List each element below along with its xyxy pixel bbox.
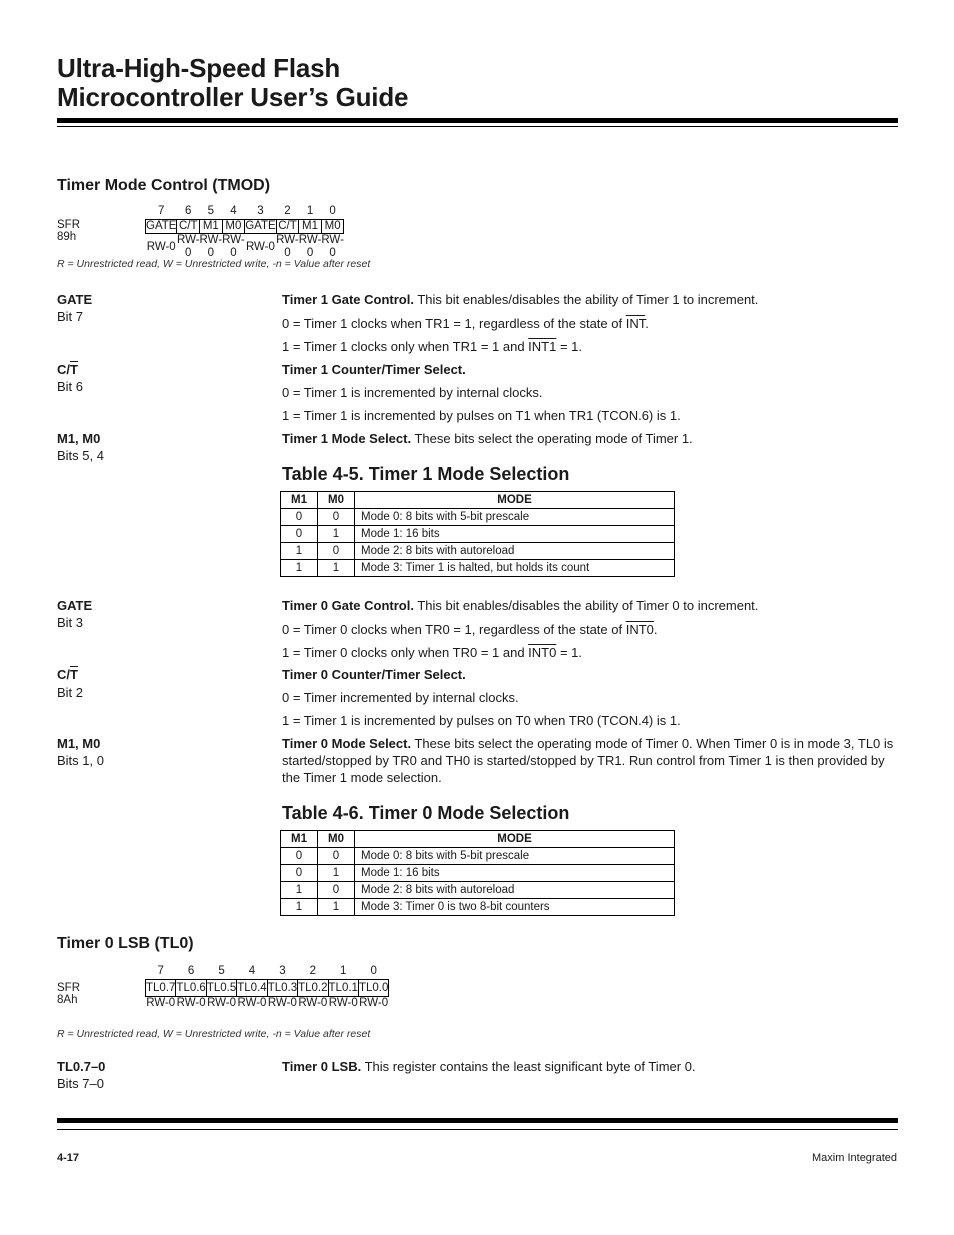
desc-gate0-l1a: 0 = Timer 0 clocks when TR0 = 1, regardless of the state of <box>282 622 626 637</box>
table-cell: Mode 0: 8 bits with 5-bit prescale <box>355 848 675 865</box>
table-cell: 1 <box>281 882 318 899</box>
table-cell: Mode 2: 8 bits with autoreload <box>355 882 675 899</box>
tmod-bit-number: 0 <box>329 205 336 217</box>
desc-gate0-l2b: = 1. <box>556 645 583 660</box>
desc-gate0-line2 <box>282 644 900 661</box>
footer-rule-thick <box>57 1118 898 1123</box>
tl0-bit-reset: RW-0 <box>207 997 237 1009</box>
field-name-ct0 <box>57 667 78 682</box>
title-line-2: Microcontroller User’s Guide <box>57 82 409 112</box>
document-title <box>57 54 408 112</box>
desc-m1-text: These bits select the operating mode of Timer 1. <box>411 431 693 446</box>
tl0-bit-table <box>145 964 389 1010</box>
table-row <box>281 882 675 899</box>
column-header: M1 <box>281 831 318 848</box>
desc-ct1-title <box>282 361 900 378</box>
desc-ct1-line2: 1 = Timer 1 is incremented by pulses on T1 when TR1 (TCON.6) is 1. <box>282 408 681 423</box>
table-cell: 1 <box>318 526 355 543</box>
tl0-bit-name: TL0.5 <box>206 980 236 997</box>
tmod-bit-number: 5 <box>207 205 215 217</box>
desc-m0-title: Timer 0 Mode Select. <box>282 736 412 751</box>
desc-ct0-title-text: Timer 0 Counter/Timer Select. <box>282 667 466 682</box>
field-bit-tl0: Bits 7–0 <box>57 1076 104 1091</box>
tl0-bit-name: TL0.6 <box>176 980 206 997</box>
field-bit-ct1: Bit 6 <box>57 379 84 394</box>
tl0-bit-name: TL0.7 <box>146 980 176 997</box>
tl0-bit-reset: RW-0 <box>237 997 267 1009</box>
tl0-bit-number: 7 <box>157 965 164 977</box>
table-cell: 1 <box>318 865 355 882</box>
desc-gate0-l1b: . <box>653 622 658 637</box>
desc-gate1 <box>282 291 900 308</box>
tl0-bit-reset: RW-0 <box>267 997 297 1009</box>
table-cell: 0 <box>318 848 355 865</box>
tl0-bit-number: 6 <box>187 965 195 977</box>
tmod-bit-name: M0 <box>222 220 245 234</box>
tmod-bit-reset: RW-0 <box>199 234 223 259</box>
table-cell: 0 <box>281 509 318 526</box>
table-cell: Mode 1: 16 bits <box>355 865 675 882</box>
tl0-note: R = Unrestricted read, W = Unrestricted write, -n = Value after reset <box>57 1028 371 1040</box>
desc-m1-title: Timer 1 Mode Select. <box>282 431 412 446</box>
field-bit-ct0: Bit 2 <box>57 685 84 700</box>
desc-gate1-l1b: . <box>645 316 649 331</box>
table-cell: 0 <box>281 865 318 882</box>
tl0-bit-name: TL0.2 <box>298 980 328 997</box>
table-cell: 1 <box>281 899 318 916</box>
desc-gate0-l2o: INT0 <box>528 645 557 660</box>
tmod-bit-name: M1 <box>299 220 322 234</box>
tmod-bit-number: 6 <box>185 205 192 217</box>
table-row <box>281 560 675 577</box>
tmod-bit-number: 2 <box>284 205 291 217</box>
tmod-bit-name: M0 <box>321 220 344 234</box>
desc-m1 <box>282 430 900 447</box>
desc-ct0-title <box>282 666 900 683</box>
footer-rule-thin <box>57 1129 898 1130</box>
desc-gate1-line2 <box>282 338 900 355</box>
column-header: M1 <box>281 492 318 509</box>
desc-gate1-l1a: 0 = Timer 1 clocks when TR1 = 1, regardless of the state of <box>282 316 626 331</box>
tmod-note: R = Unrestricted read, W = Unrestricted write, -n = Value after reset <box>57 258 371 270</box>
tmod-bit-number: 3 <box>257 205 264 217</box>
desc-gate1-l1o: $\overline{INT}$ <box>625 316 646 331</box>
desc-m0-text: These bits select the operating mode of Timer 0. When Timer 0 is in mode 3, TL0 is started/stopped by TR0 and TH0 is started/stopped by TR1. Run control from Timer 1 is then provided by the Timer 1 mode selection. <box>282 736 894 785</box>
tmod-bit-number: 7 <box>158 205 165 217</box>
desc-ct1-line1: 0 = Timer 1 is incremented by internal clocks. <box>282 385 543 400</box>
tmod-bit-reset: RW-0 <box>321 234 344 259</box>
desc-ct0-line1: 0 = Timer incremented by internal clocks. <box>282 690 519 705</box>
table-cell: 0 <box>281 526 318 543</box>
tmod-bit-number: 1 <box>306 205 314 217</box>
tl0-bit-name: TL0.4 <box>237 980 267 997</box>
table-row <box>281 509 675 526</box>
tl0-bit-name: TL0.1 <box>328 980 358 997</box>
table-cell: 1 <box>318 899 355 916</box>
table-cell: 0 <box>281 848 318 865</box>
table-cell: Mode 3: Timer 0 is two 8-bit counters <box>355 899 675 916</box>
table-row <box>281 848 675 865</box>
tmod-bit-reset: RW-0 <box>276 234 299 259</box>
field-name-ct1-o: $\overline{T}$ <box>70 362 78 377</box>
tmod-bit-reset: RW-0 <box>146 240 176 253</box>
tl0-bit-reset: RW-0 <box>146 997 176 1009</box>
tl0-sfr-label: SFR 8Ah <box>57 982 80 1006</box>
table-header-row <box>281 492 675 509</box>
tl0-bit-reset: RW-0 <box>298 997 328 1009</box>
tl0-heading: Timer 0 LSB (TL0) <box>57 935 194 952</box>
field-name-ct1 <box>57 362 78 377</box>
field-bit-m1: Bits 5, 4 <box>57 448 104 463</box>
table-cell: 1 <box>281 560 318 577</box>
table-row <box>281 526 675 543</box>
table2-title: Table 4-6. Timer 0 Mode Selection <box>282 803 570 823</box>
tl0-bit-reset: RW-0 <box>359 997 389 1009</box>
tmod-bit-number: 4 <box>230 205 237 217</box>
field-name-ct1-a: C/ <box>57 362 70 377</box>
tl0-bit-number: 1 <box>340 965 347 977</box>
tl0-bit-number: 0 <box>370 965 377 977</box>
desc-gate1-text: This bit enables/disables the ability of Timer 1 to increment. <box>413 292 759 307</box>
table-cell: Mode 3: Timer 1 is halted, but holds its count <box>355 560 675 577</box>
desc-gate1-l2b: = 1. <box>556 339 583 354</box>
field-bit-gate0: Bit 3 <box>57 615 84 630</box>
desc-gate0-text: This bit enables/disables the ability of Timer 0 to increment. <box>413 598 759 613</box>
tmod-bit-reset: RW-0 <box>245 240 275 253</box>
tl0-bit-name: TL0.0 <box>358 980 388 997</box>
header-rule-thin <box>57 126 898 127</box>
tmod-sfr-label: SFR 89h <box>57 219 80 243</box>
tmod-bit-name: C/T <box>276 220 299 234</box>
field-name-gate1: GATE <box>57 292 93 307</box>
tl0-bit-reset: RW-0 <box>176 997 206 1009</box>
column-header: M0 <box>318 492 355 509</box>
timer0-mode-table <box>280 830 675 916</box>
desc-m0 <box>282 735 900 786</box>
column-header: MODE <box>355 492 675 509</box>
table-cell: 1 <box>281 543 318 560</box>
desc-gate1-l2o: INT1 <box>528 339 557 354</box>
table-cell: Mode 2: 8 bits with autoreload <box>355 543 675 560</box>
header-rule-thick <box>57 118 898 123</box>
desc-gate0-l1o: INT0 <box>625 622 654 637</box>
tl0-bit-reset: RW-0 <box>328 997 358 1009</box>
field-name-ct0-o: $\overline{T}$ <box>70 667 78 682</box>
field-name-m1: M1, M0 <box>57 431 101 446</box>
desc-tl0-text: This register contains the least significant byte of Timer 0. <box>361 1059 696 1074</box>
table-header-row <box>281 831 675 848</box>
field-name-ct0-a: C/ <box>57 667 70 682</box>
column-header: MODE <box>355 831 675 848</box>
table-row <box>281 899 675 916</box>
table-cell: Mode 0: 8 bits with 5-bit prescale <box>355 509 675 526</box>
table-row <box>281 543 675 560</box>
field-name-m0: M1, M0 <box>57 736 101 751</box>
tl0-bit-number: 4 <box>248 965 256 977</box>
tmod-heading: Timer Mode Control (TMOD) <box>57 177 271 194</box>
tl0-bit-number: 5 <box>218 965 225 977</box>
tmod-bit-reset: RW-0 <box>298 234 322 259</box>
tl0-bit-number: 2 <box>309 965 317 977</box>
tmod-bit-name: M1 <box>200 220 223 234</box>
table-row <box>281 865 675 882</box>
tmod-bit-table <box>145 204 344 260</box>
column-header: M0 <box>318 831 355 848</box>
tmod-bit-name: GATE <box>245 220 276 232</box>
tmod-bit-reset: RW-0 <box>176 234 200 259</box>
company-name: Maxim Integrated <box>812 1152 897 1164</box>
field-name-tl0: TL0.7–0 <box>57 1059 106 1074</box>
table-cell: 0 <box>318 882 355 899</box>
tmod-bit-name: GATE <box>146 220 177 232</box>
desc-gate1-title: Timer 1 Gate Control. <box>282 292 414 307</box>
tmod-bit-name: C/T <box>177 220 200 234</box>
desc-gate0 <box>282 597 900 614</box>
desc-gate1-l2a: 1 = Timer 1 clocks only when TR1 = 1 and <box>282 339 529 354</box>
desc-ct0-line2: 1 = Timer 1 is incremented by pulses on T0 when TR0 (TCON.4) is 1. <box>282 713 681 728</box>
desc-gate1-line1 <box>282 315 900 332</box>
timer1-mode-table <box>280 491 675 577</box>
desc-ct1-title-text: Timer 1 Counter/Timer Select. <box>282 362 466 377</box>
table-cell: 1 <box>318 560 355 577</box>
tmod-bit-reset: RW-0 <box>222 234 245 259</box>
desc-tl0 <box>282 1058 900 1075</box>
field-bit-gate1: Bit 7 <box>57 309 84 324</box>
table1-title: Table 4-5. Timer 1 Mode Selection <box>282 464 570 484</box>
desc-gate0-line1 <box>282 621 900 638</box>
field-bit-m0: Bits 1, 0 <box>57 753 104 768</box>
page-number: 4-17 <box>57 1152 80 1164</box>
desc-gate0-l2a: 1 = Timer 0 clocks only when TR0 = 1 and <box>282 645 529 660</box>
desc-tl0-title: Timer 0 LSB. <box>282 1059 362 1074</box>
field-name-gate0: GATE <box>57 598 93 613</box>
tl0-bit-number: 3 <box>279 965 286 977</box>
tl0-bit-name: TL0.3 <box>267 980 297 997</box>
table-cell: 0 <box>318 543 355 560</box>
table-cell: Mode 1: 16 bits <box>355 526 675 543</box>
table-cell: 0 <box>318 509 355 526</box>
title-line-1: Ultra-High-Speed Flash <box>57 53 341 83</box>
desc-gate0-title: Timer 0 Gate Control. <box>282 598 414 613</box>
